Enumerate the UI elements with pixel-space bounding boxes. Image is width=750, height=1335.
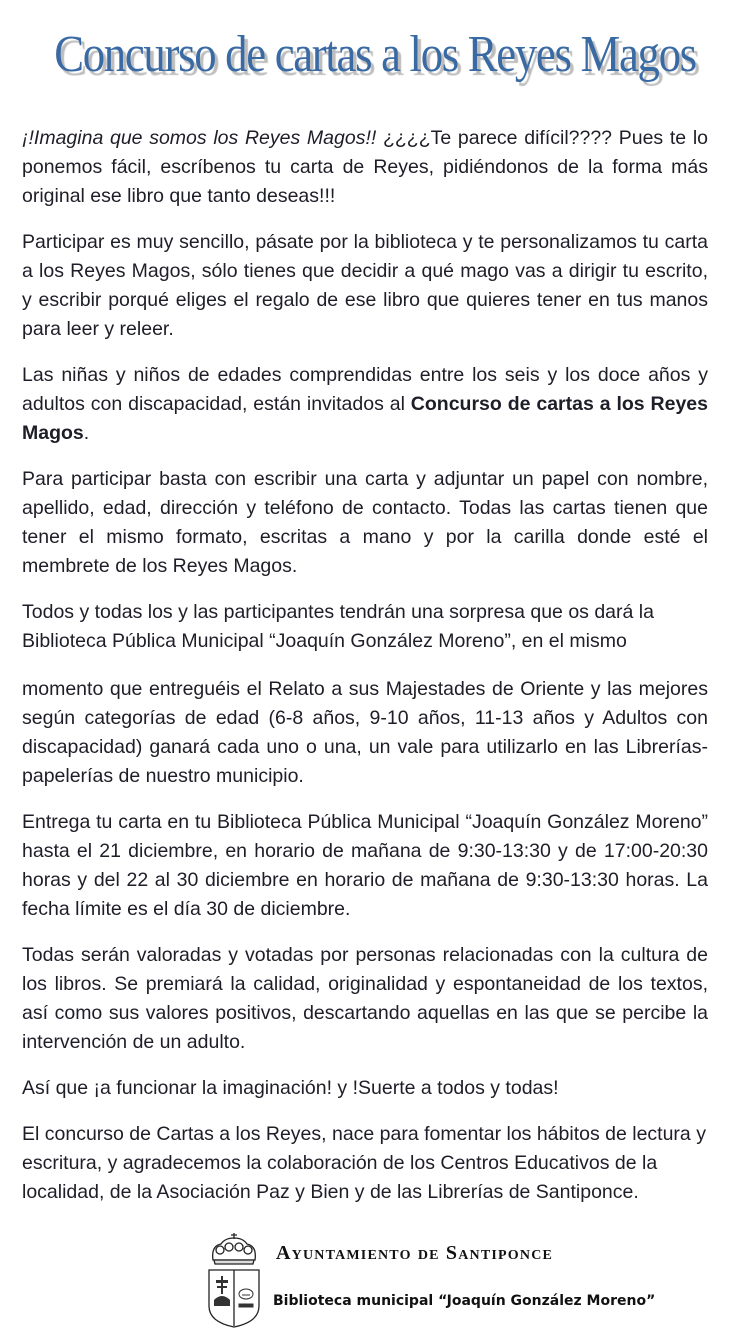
paragraph-participation: Participar es muy sencillo, pásate por la biblioteca y te personalizamos tu carta a los Reyes Magos, sólo tienes que decidir a qué mago vas a dirigir tu escrito, y escribir porqué eliges el regalo de ese libro que quieres tener en tus manos para leer y releer. (22, 231, 708, 340)
intro-italic: ¡!Imagina que somos los Reyes Magos!! (22, 127, 377, 149)
footer (203, 1230, 656, 1330)
organization-name: Ayuntamiento de Santiponce (276, 1242, 554, 1264)
library-name: Biblioteca municipal “Joaquín González Moreno” (273, 1293, 656, 1309)
municipal-crest-icon (203, 1230, 265, 1330)
paragraph-requirements: Para participar basta con escribir una carta y adjuntar un papel con nombre, apellido, edad, dirección y teléfono de contacto. Todas las cartas tienen que tener el mismo formato, escritas a mano y por la carilla donde esté el membrete de los Reyes Magos. (22, 468, 708, 577)
eligibility-text: Las niñas y niños de edades comprendidas entre los seis y los doce años y adultos con discapacidad, están invitados al (22, 364, 708, 415)
paragraph-prizes: momento que entreguéis el Relato a sus Majestades de Oriente y las mejores según categorías de edad (6-8 años, 9-10 años, 11-13 años y Adultos con discapacidad) ganará cada uno o una, un vale para utilizarlo en las Librerías-papelerías de nuestro municipio. (22, 678, 708, 787)
paragraph-good-luck: Así que ¡a funcionar la imaginación! y !Suerte a todos y todas! (22, 1077, 559, 1099)
paragraph-intro (22, 124, 708, 211)
page-title: Concurso de cartas a los Reyes Magos (54, 26, 696, 83)
paragraph-surprise: Todos y todas los y las participantes tendrán una sorpresa que os dará la Biblioteca Pública Municipal “Joaquín González Moreno”, en el mismo (22, 601, 654, 652)
paragraph-acknowledgements: El concurso de Cartas a los Reyes, nace para fomentar los hábitos de lectura y escritura, y agradecemos la colaboración de los Centros Educativos de la localidad, de la Asociación Paz y Bien y de las Librerías de Santiponce. (22, 1123, 706, 1203)
body-text (22, 124, 708, 1224)
paragraph-delivery: Entrega tu carta en tu Biblioteca Pública Municipal “Joaquín González Moreno” hasta el 21 diciembre, en horario de mañana de 9:30-13:30 y de 17:00-20:30 horas y del 22 al 30 diciembre en horario de mañana de 9:30-13:30 horas. La fecha límite es el día 30 de diciembre. (22, 811, 708, 920)
intro-rest: ¿¿¿¿Te parece difícil???? Pues te lo ponemos fácil, escríbenos tu carta de Reyes, pidiéndonos de la forma más original ese libro que tanto deseas!!! (22, 127, 708, 207)
paragraph-evaluation: Todas serán valoradas y votadas por personas relacionadas con la cultura de los libros. Se premiará la calidad, originalidad y espontaneidad de los textos, así como sus valores positivos, descartando aquellas en las que se percibe la intervención de un adulto. (22, 944, 708, 1053)
eligibility-end: . (83, 422, 90, 444)
contest-name-bold: Concurso de cartas a los Reyes Magos (22, 393, 708, 444)
paragraph-eligibility (22, 361, 708, 448)
